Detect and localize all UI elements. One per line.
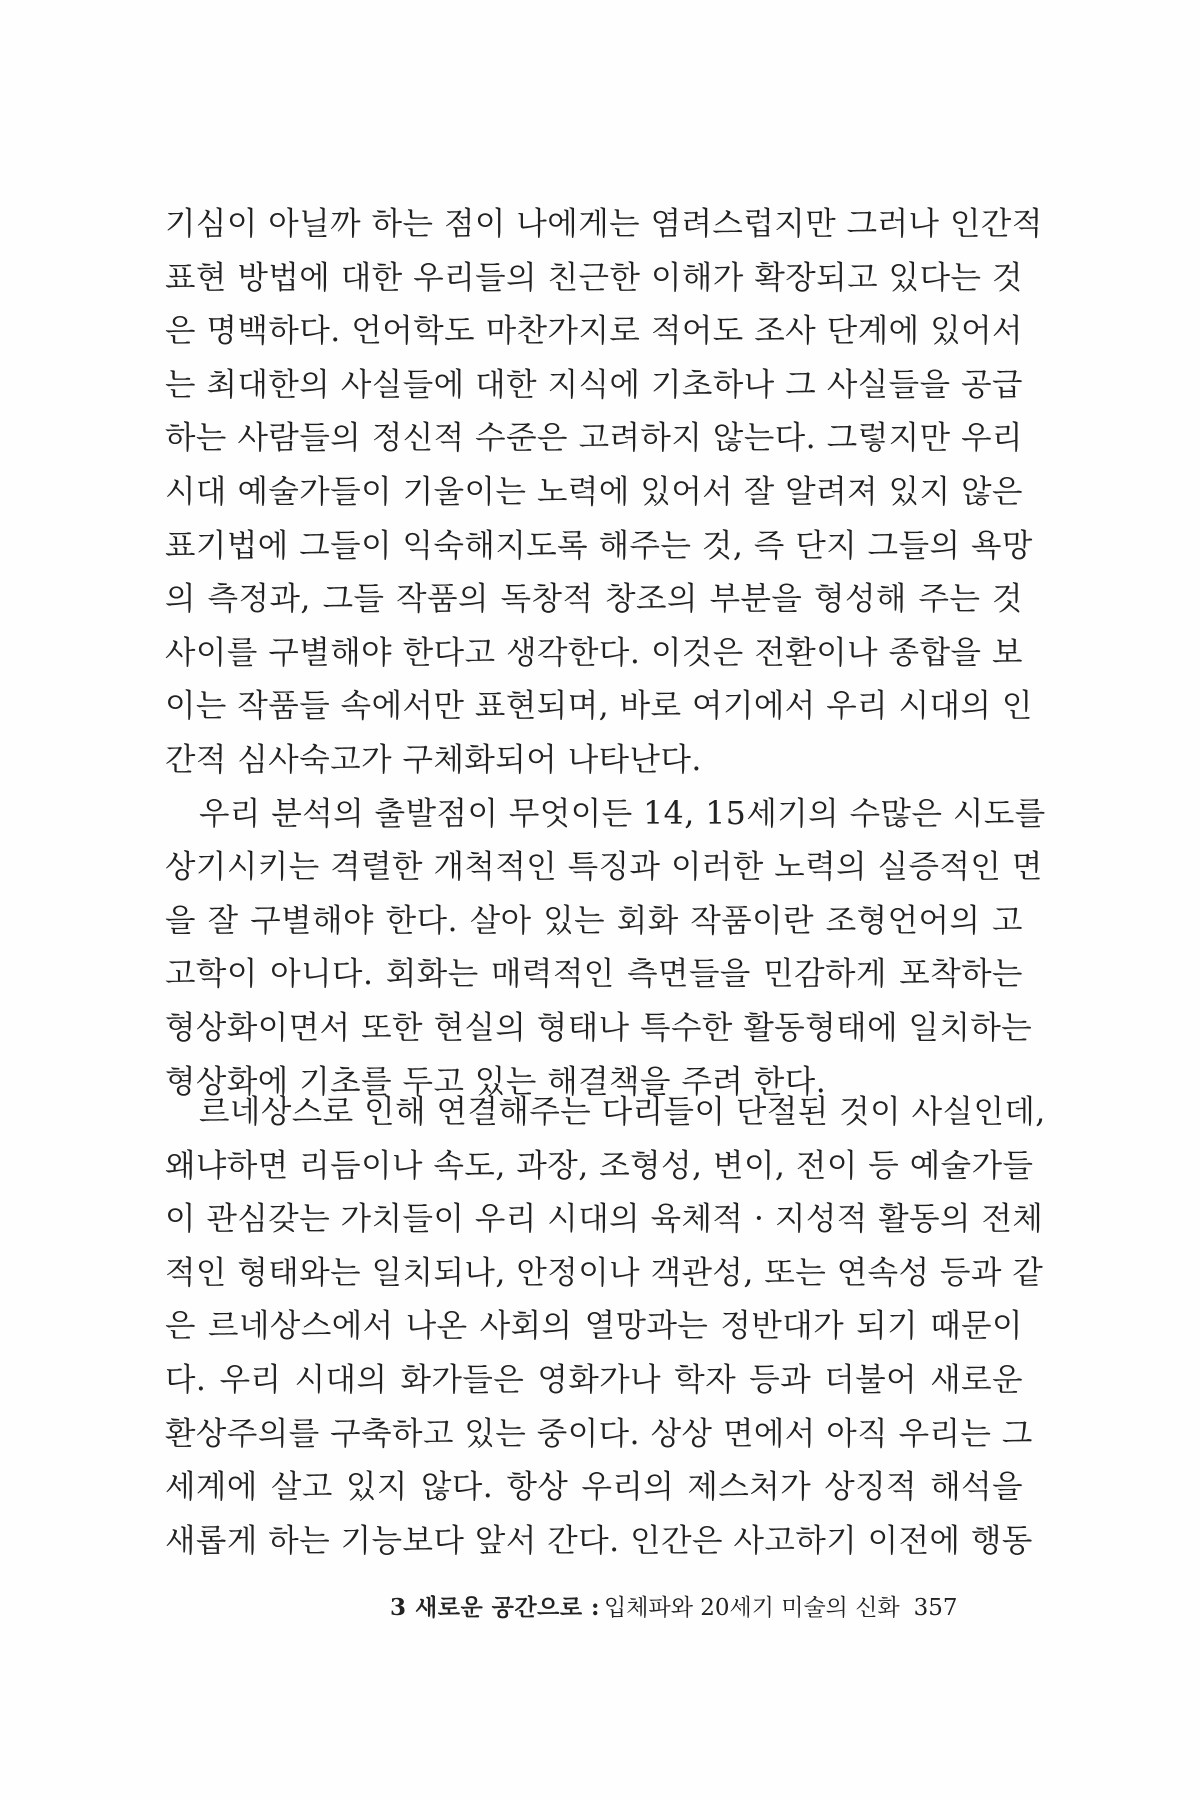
paragraph-3 — [165, 1086, 1046, 1568]
text-line: 형상화에 기초를 두고 있는 해결책을 주려 한다. — [165, 1063, 827, 1100]
page-number: 357 — [913, 1595, 958, 1621]
text-line: 하는 사람들의 정신적 수준은 고려하지 않는다. 그렇지만 우리 — [165, 420, 1023, 457]
text-block-upper — [165, 198, 1046, 1109]
chapter-title: 3 새로운 공간으로 : — [390, 1594, 601, 1621]
text-line: 시대 예술가들이 기울이는 노력에 있어서 잘 알려져 있지 않은 — [165, 473, 1023, 510]
text-line: 왜냐하면 리듬이나 속도, 과장, 조형성, 변이, 전이 등 예술가들 — [165, 1147, 1034, 1184]
text-line: 은 르네상스에서 나온 사회의 열망과는 정반대가 되기 때문이 — [165, 1308, 1023, 1345]
text-line: 우리 분석의 출발점이 무엇이든 14, 15세기의 수많은 시도를 — [199, 795, 1046, 832]
text-line: 형상화이면서 또한 현실의 형태나 특수한 활동형태에 일치하는 — [165, 1009, 1033, 1046]
text-line: 이 관심갖는 가치들이 우리 시대의 육체적 · 지성적 활동의 전체 — [165, 1201, 1044, 1238]
paragraph-2 — [165, 788, 1046, 1110]
text-block-lower — [165, 1086, 1046, 1568]
text-line: 이는 작품들 속에서만 표현되며, 바로 여기에서 우리 시대의 인 — [165, 688, 1033, 725]
text-line: 세계에 살고 있지 않다. 항상 우리의 제스처가 상징적 해석을 — [165, 1469, 1023, 1506]
text-line: 기심이 아닐까 하는 점이 나에게는 염려스럽지만 그러나 인간적 — [165, 206, 1043, 242]
paragraph-1 — [165, 198, 1043, 788]
text-line: 표기법에 그들이 익숙해지도록 해주는 것, 즉 단지 그들의 욕망 — [165, 527, 1033, 564]
text-line: 은 명백하다. 언어학도 마찬가지로 적어도 조사 단계에 있어서 — [165, 313, 1023, 350]
text-line: 다. 우리 시대의 화가들은 영화가나 학자 등과 더불어 새로운 — [165, 1361, 1023, 1398]
chapter-subtitle: 입체파와 20세기 미술의 신화 — [604, 1595, 900, 1621]
text-line: 는 최대한의 사실들에 대한 지식에 기초하나 그 사실들을 공급 — [165, 366, 1023, 403]
text-line: 표현 방법에 대한 우리들의 친근한 이해가 확장되고 있다는 것 — [165, 259, 1023, 296]
text-line: 간적 심사숙고가 구체화되어 나타난다. — [165, 741, 702, 778]
text-line: 고학이 아니다. 회화는 매력적인 측면들을 민감하게 포착하는 — [165, 956, 1023, 993]
text-line: 환상주의를 구축하고 있는 중이다. 상상 면에서 아직 우리는 그 — [165, 1415, 1033, 1452]
text-line: 을 잘 구별해야 한다. 살아 있는 회화 작품이란 조형언어의 고 — [165, 902, 1023, 939]
text-line: 르네상스로 인해 연결해주는 다리들이 단절된 것이 사실인데, — [199, 1094, 1046, 1130]
text-line: 사이를 구별해야 한다고 생각한다. 이것은 전환이나 종합을 보 — [165, 634, 1023, 671]
text-line: 적인 형태와는 일치되나, 안정이나 객관성, 또는 연속성 등과 같 — [165, 1254, 1044, 1291]
running-footer — [390, 1588, 990, 1628]
text-line: 의 측정과, 그들 작품의 독창적 창조의 부분을 형성해 주는 것 — [165, 581, 1023, 618]
text-line: 새롭게 하는 기능보다 앞서 간다. 인간은 사고하기 이전에 행동 — [165, 1522, 1033, 1559]
text-line: 상기시키는 격렬한 개척적인 특징과 이러한 노력의 실증적인 면 — [165, 849, 1043, 886]
